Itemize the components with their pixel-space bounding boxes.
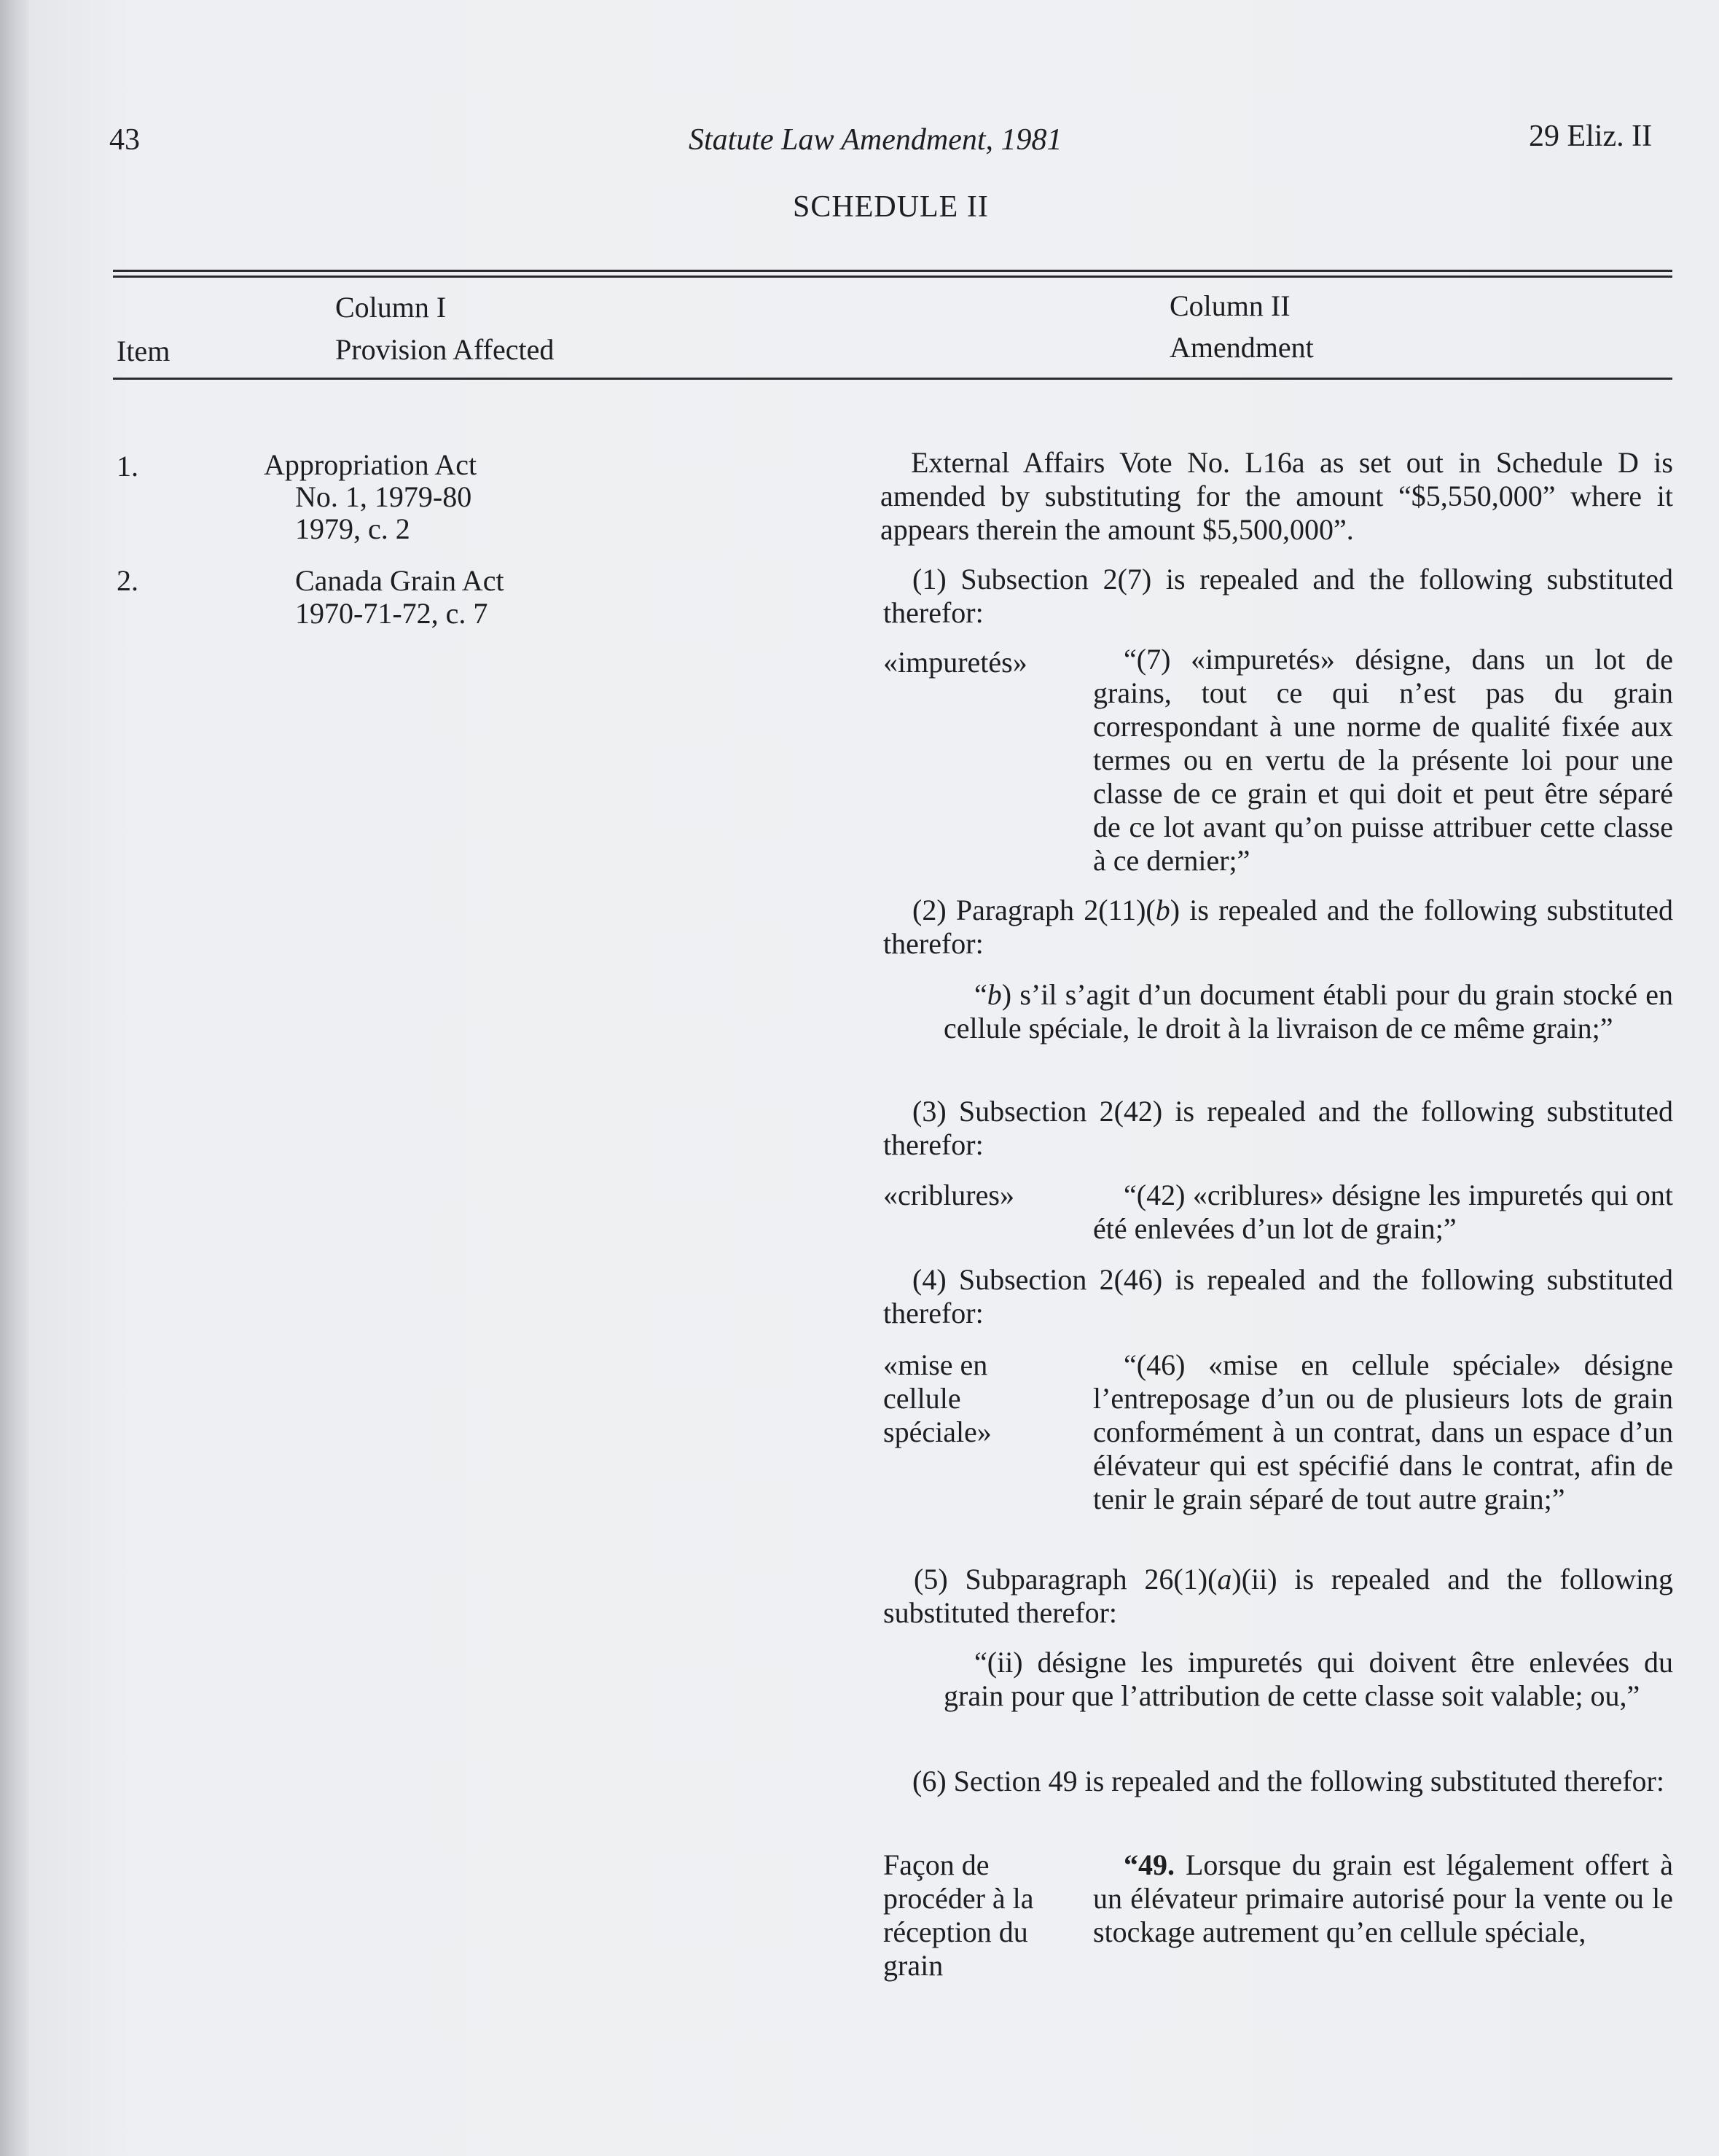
amendment-1-text: “(7) «impuretés» désigne, dans un lot de grains, tout ce qui n’est pas du grain correspondant à une norme de qualité fixée aux termes ou en vertu de la présente loi pour une classe de ce grain et qui doit et peut être séparé de ce lot avant qu’on puisse attribuer cette classe à ce dernier;” [1093, 643, 1673, 877]
regnal-year: 29 Eliz. II [1529, 120, 1653, 153]
schedule-title: SCHEDULE II [793, 190, 989, 224]
amendment-4-margin-note: «mise en cellule spéciale» [883, 1348, 992, 1448]
table-top-rule-double [113, 276, 1672, 278]
amendment-5-intro: (5) Subparagraph 26(1)(a)(ii) is repealed and the following substituted therefor: [883, 1563, 1674, 1629]
amendment-3-intro: (3) Subsection 2(42) is repealed and the following substituted therefor: [883, 1095, 1673, 1161]
item-1-provision-line-1: Appropriation Act [264, 448, 477, 481]
page [29, 0, 1719, 2156]
amendment-1-intro: (1) Subsection 2(7) is repealed and the following substituted therefor: [883, 563, 1673, 629]
column-1-title: Provision Affected [335, 333, 555, 366]
item-1-provision-line-2: No. 1, 1979-80 [295, 480, 472, 513]
page-spine [0, 0, 29, 2156]
amendment-3-text: “(42) «criblures» désigne les impuretés qui ont été enlevées d’un lot de grain;” [1093, 1179, 1673, 1245]
column-2-label: Column II [1170, 289, 1291, 322]
column-2-title: Amendment [1170, 331, 1314, 364]
item-2-number: 2. [117, 564, 138, 597]
item-1-provision-line-3: 1979, c. 2 [295, 512, 410, 545]
table-top-rule [113, 270, 1672, 272]
item-1-number: 1. [117, 450, 138, 483]
running-title: Statute Law Amendment, 1981 [689, 123, 1062, 157]
column-1-label: Column I [335, 291, 447, 324]
amendment-2-intro: (2) Paragraph 2(11)(b) is repealed and the following substituted therefor: [883, 894, 1673, 960]
amendment-4-intro: (4) Subsection 2(46) is repealed and the following substituted therefor: [883, 1263, 1673, 1329]
amendment-4-text: “(46) «mise en cellule spéciale» désigne l’entreposage d’un ou de plusieurs lots de grain conformément à un contrat, dans un espace d’un élévateur qui est spécifié dans le contrat, afin de tenir le grain séparé de tout autre grain;” [1093, 1348, 1673, 1515]
amendment-2-text: “b) s’il s’agit d’un document établi pour du grain stocké en cellule spéciale, le droit à la livraison de ce même grain;” [944, 978, 1673, 1044]
item-2-provision-line-1: Canada Grain Act [295, 564, 504, 597]
amendment-1-margin-note: «impuretés» [883, 646, 1027, 679]
amendment-6-text: “49. Lorsque du grain est légalement offert à un élévateur primaire autorisé pour la vente ou le stockage autrement qu’en cellule spéciale, [1093, 1848, 1673, 1948]
amendment-6-margin-note: Façon de procéder à la réception du grain [883, 1848, 1034, 1982]
amendment-6-intro: (6) Section 49 is repealed and the following substituted therefor: [912, 1765, 1664, 1797]
item-1-amendment: External Affairs Vote No. L16a as set out in Schedule D is amended by substituting for the amount “$5,550,000” where it appears therein the amount $5,500,000”. [880, 446, 1673, 546]
amendment-5-text: “(ii) désigne les impuretés qui doivent être enlevées du grain pour que l’attribution de cette classe soit valable; ou,” [944, 1646, 1673, 1712]
table-header-rule [113, 378, 1672, 380]
amendment-3-margin-note: «criblures» [883, 1179, 1014, 1211]
item-column-header: Item [117, 335, 171, 367]
item-2-provision-line-2: 1970-71-72, c. 7 [295, 597, 488, 630]
page-number: 43 [109, 123, 140, 157]
